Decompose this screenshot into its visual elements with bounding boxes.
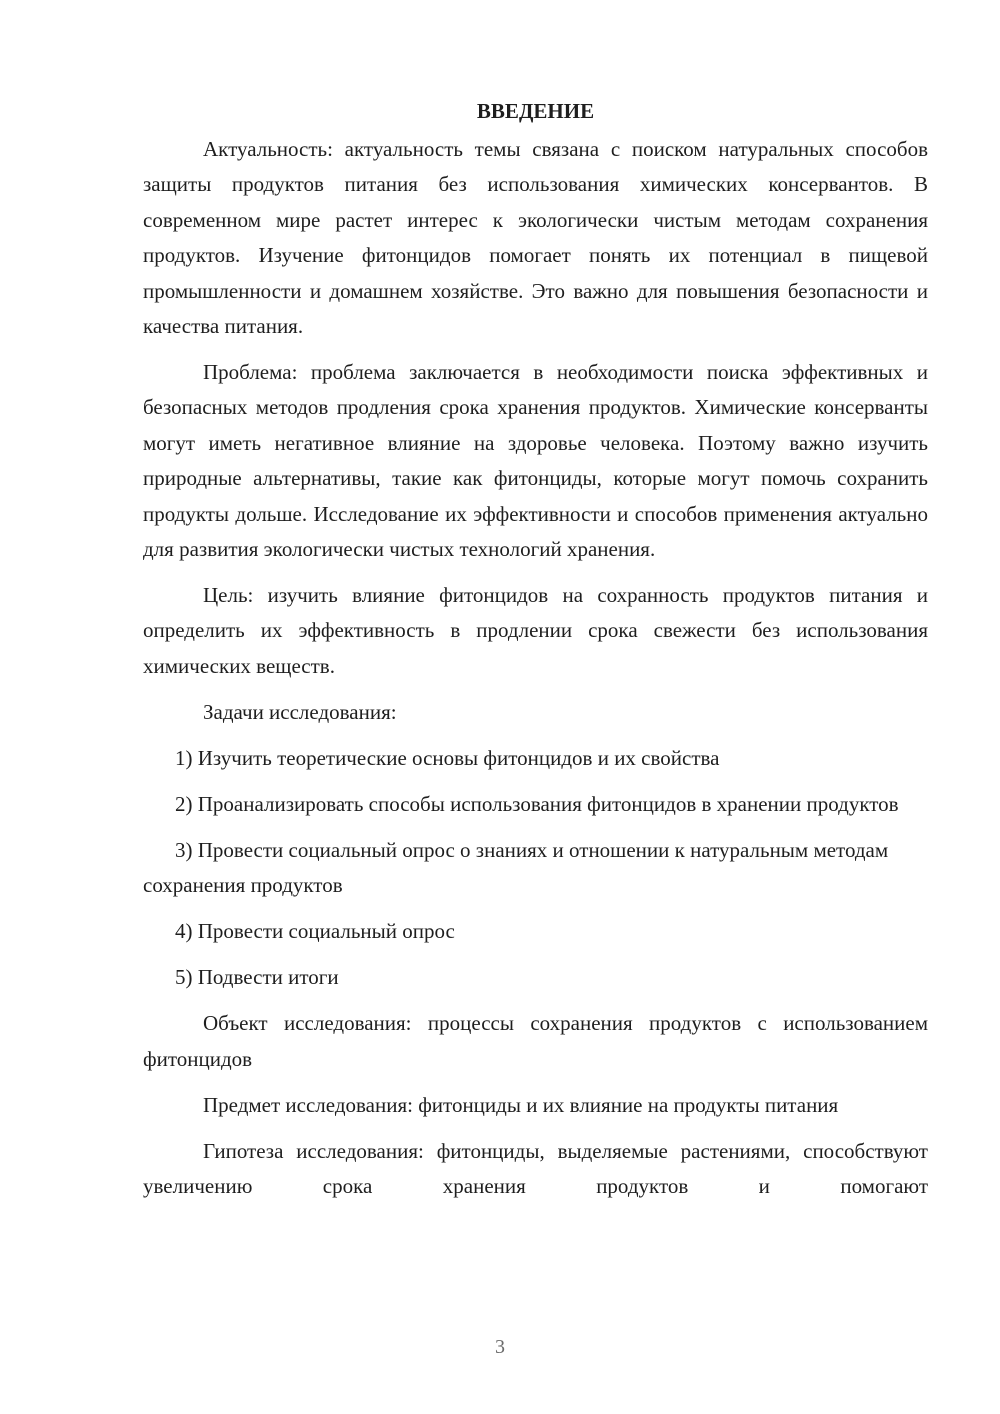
tasks-heading: Задачи исследования: <box>203 699 397 724</box>
task-item-3: 3) Провести социальный опрос о знаниях и отношении к натуральным методам сохранения продуктов <box>143 837 889 898</box>
paragraph-goal: Цель: изучить влияние фитонцидов на сохранность продуктов питания и определить их эффективность в продлении срока свежести без использования химических веществ. <box>143 583 928 678</box>
section-title: ВВЕДЕНИЕ <box>476 99 595 123</box>
paragraph-problem: Проблема: проблема заключается в необходимости поиска эффективных и безопасных методов продления срока хранения продуктов. Химические консерванты могут иметь негативное влияние на здоровье человека. Поэтому важно изучить природные альтернативы, такие как фитонциды, которые могут помочь сохранить продукты дольше. Исследование их эффективности и способов применения актуально для развития экологически чистых технологий хранения. <box>143 360 928 562</box>
task-item-4: 4) Провести социальный опрос <box>175 919 455 944</box>
task-item-1: 1) Изучить теоретические основы фитонцидов и их свойства <box>175 745 720 770</box>
paragraph-relevance: Актуальность: актуальность темы связана с поиском натуральных способов защиты продуктов питания без использования химических консервантов. В современном мире растет интерес к экологически чистым методам сохранения продуктов. Изучение фитонцидов помогает понять их потенциал в пищевой промышленности и домашнем хозяйстве. Это важно для повышения безопасности и качества питания. <box>143 137 928 339</box>
page-number: 3 <box>495 1336 505 1358</box>
paragraph-object: Объект исследования: процессы сохранения продуктов с использованием фитонцидов <box>143 1011 928 1071</box>
paragraph-subject: Предмет исследования: фитонциды и их влияние на продукты питания <box>203 1092 839 1117</box>
task-item-2: 2) Проанализировать способы использования фитонцидов в хранении продуктов <box>175 791 899 816</box>
task-item-5: 5) Подвести итоги <box>175 965 339 990</box>
document-page <box>143 94 928 1215</box>
paragraph-hypothesis: Гипотеза исследования: фитонциды, выделяемые растениями, способствуют увеличению срока хранения продуктов и помогают <box>143 1138 928 1199</box>
